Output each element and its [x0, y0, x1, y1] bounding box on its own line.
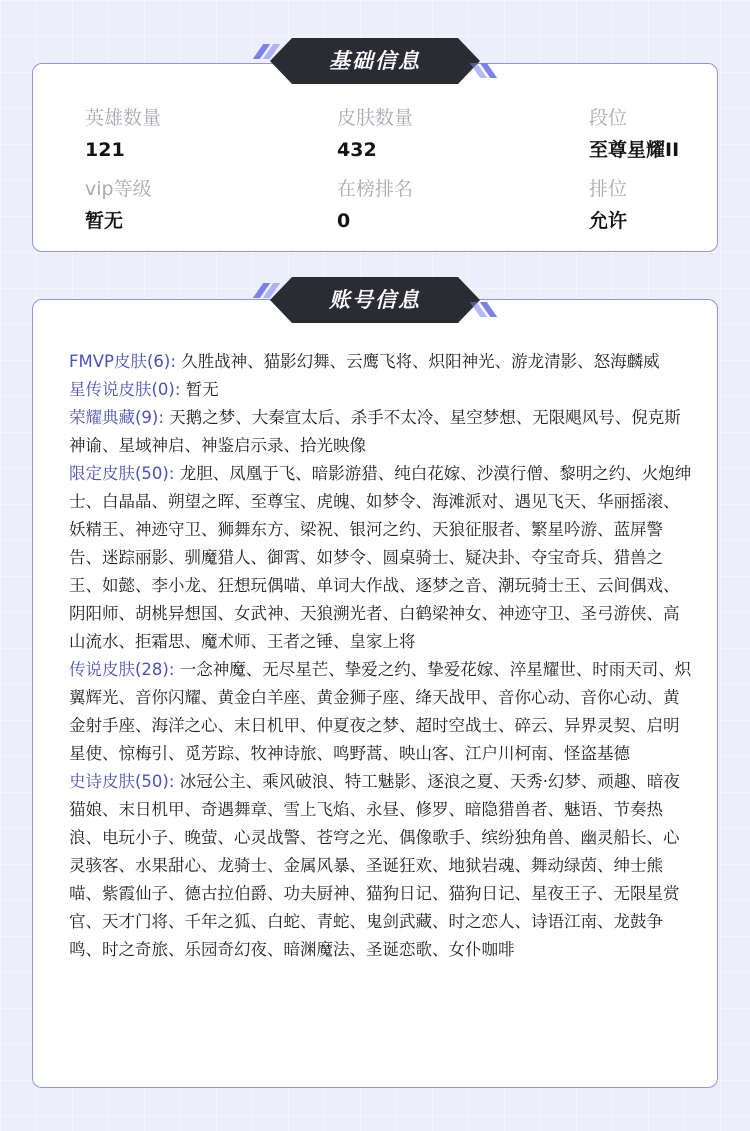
category-label: 史诗皮肤(50): [69, 772, 175, 791]
category-skins: 暂无 [185, 380, 219, 399]
stat-label: vip等级 [85, 178, 152, 200]
category-skins: 久胜战神、猫影幻舞、云鹰飞将、炽阳神光、游龙清影、怒海麟威 [181, 352, 660, 371]
stat-skin-count [337, 106, 413, 163]
skin-category-row [69, 348, 693, 376]
category-skins: 龙胆、凤凰于飞、暗影游猎、纯白花嫁、沙漠行僧、黎明之约、火炮绅士、白晶晶、朔望之晖、至尊宝、虎魄、如梦令、海滩派对、遇见飞天、华丽摇滚、妖精王、神迹守卫、狮舞东方、梁祝、银河之约、天狼征服者、繁星吟游、蓝屏警告、迷踪丽影、驯魔猎人、御霄、如梦令、圆桌骑士、疑决卦、夺宝奇兵、猎兽之王、如懿、李小龙、狂想玩偶喵、单词大作战、逐梦之音、潮玩骑士王、云间偶戏、阴阳师、胡桃异想国、女武神、天狼溯光者、白鹤梁神女、神迹守卫、圣弓游侠、高山流水、拒霜思、魔术师、王者之锤、皇家上将 [69, 464, 692, 651]
stat-label: 英雄数量 [85, 107, 162, 129]
basic-info-banner [248, 38, 502, 84]
section-title: 账号信息 [329, 288, 421, 312]
stat-value: 0 [337, 210, 351, 232]
category-skins: 天鹅之梦、大秦宣太后、杀手不太冷、星空梦想、无限飓风号、倪克斯神谕、星域神启、神鉴启示录、拾光映像 [69, 408, 681, 455]
stat-value: 暂无 [85, 210, 124, 232]
category-skins: 冰冠公主、乘风破浪、特工魅影、逐浪之夏、天秀·幻梦、顽趣、暗夜猫娘、末日机甲、奇遇舞章、雪上飞焰、永昼、修罗、暗隐猎兽者、魅语、节奏热浪、电玩小子、晚萤、心灵战警、苍穹之光、偶像歌手、缤纷独角兽、幽灵船长、心灵骇客、水果甜心、龙骑士、金属风暴、圣诞狂欢、地狱岩魂、舞动绿茵、绅士熊喵、紫霞仙子、德古拉伯爵、功夫厨神、猫狗日记、猫狗日记、星夜王子、无限星赏官、天才门将、千年之狐、白蛇、青蛇、鬼剑武藏、时之恋人、诗语江南、龙鼓争鸣、时之奇旅、乐园奇幻夜、暗渊魔法、圣诞恋歌、女仆咖啡 [69, 772, 680, 959]
category-label: 传说皮肤(28): [69, 660, 175, 679]
account-info-card [32, 299, 718, 1088]
skin-category-row [69, 376, 693, 404]
skin-list [69, 348, 693, 964]
stat-value: 121 [85, 139, 125, 161]
stat-leaderboard-rank [337, 177, 413, 234]
account-info-banner [248, 277, 502, 323]
category-skins: 一念神魔、无尽星芒、挚爱之约、挚爱花嫁、淬星耀世、时雨天司、炽翼辉光、音你闪耀、黄金白羊座、黄金狮子座、绛天战甲、音你心动、音你心动、黄金射手座、海洋之心、末日机甲、仲夏夜之梦、超时空战士、碎云、异界灵契、启明星使、惊梅引、觅芳踪、牧神诗旅、鸣野蒿、映山客、江户川柯南、怪盗基德 [69, 660, 692, 763]
category-label: FMVP皮肤(6): [69, 352, 176, 371]
skin-category-row [69, 404, 693, 460]
stat-label: 段位 [589, 107, 628, 129]
skin-category-row [69, 768, 693, 964]
stat-label: 排位 [589, 178, 628, 200]
skin-category-row [69, 460, 693, 656]
stat-rank-tier [589, 106, 679, 163]
stat-hero-count [85, 106, 161, 163]
skin-category-row [69, 656, 693, 768]
stat-label: 皮肤数量 [337, 107, 414, 129]
basic-info-card [32, 63, 718, 252]
category-label: 限定皮肤(50): [69, 464, 175, 483]
stat-value: 432 [337, 139, 377, 161]
stat-label: 在榜排名 [337, 178, 414, 200]
stat-value: 至尊星耀II [589, 139, 680, 161]
category-label: 星传说皮肤(0): [69, 380, 181, 399]
section-title: 基础信息 [329, 49, 421, 73]
stat-ranked-allowed [589, 177, 627, 234]
category-label: 荣耀典藏(9): [69, 408, 164, 427]
stat-value: 允许 [589, 210, 628, 232]
stat-vip-level [85, 177, 152, 234]
